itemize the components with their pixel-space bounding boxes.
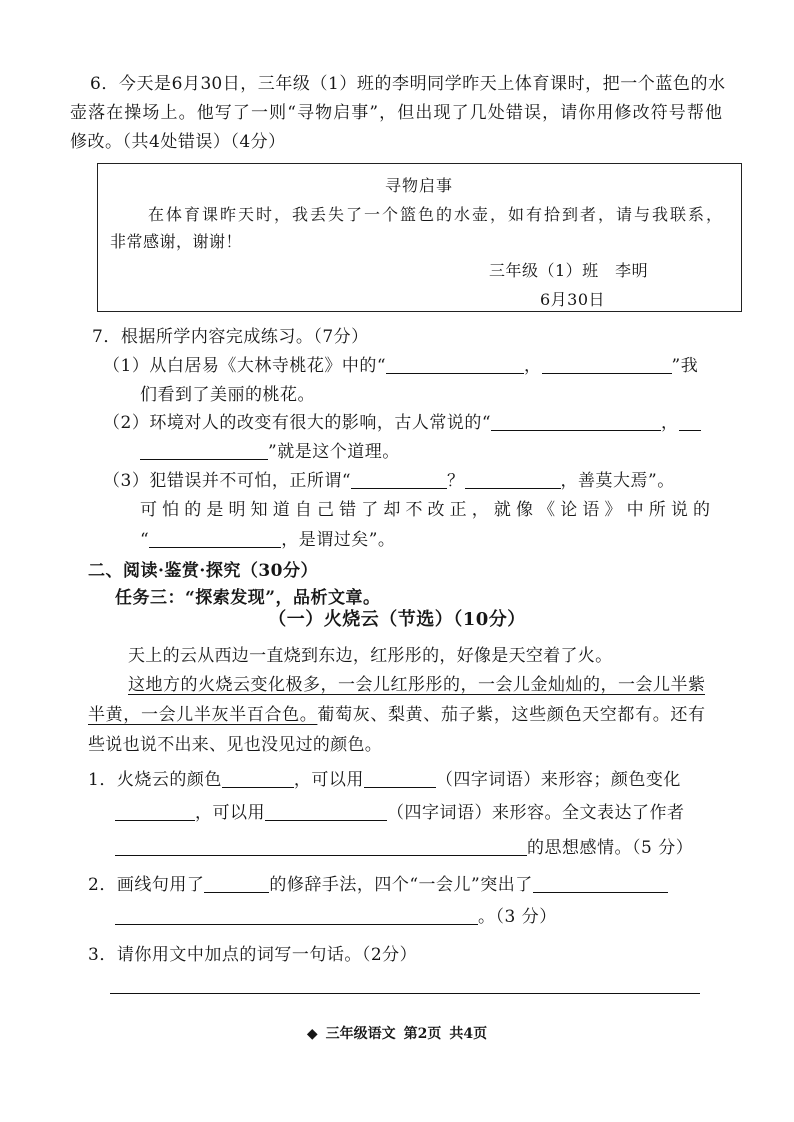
reading-q1-text-f: 的思想感情。（5 分） — [527, 838, 694, 858]
reading-q2-text-c: 。（3 分） — [478, 907, 557, 927]
q7-item-2-text-b: ， — [661, 413, 679, 433]
lost-item-notice — [97, 163, 742, 312]
q6-prompt-line-3: 修改。（共4处错误）（4分） — [70, 132, 286, 152]
footer-page-total: 共4页 — [449, 1026, 488, 1042]
answer-blank — [542, 372, 672, 374]
reading-q1-line-2 — [115, 801, 685, 825]
answer-blank — [491, 429, 661, 431]
answer-blank — [386, 372, 524, 374]
answer-blank — [115, 854, 527, 856]
answer-blank — [533, 891, 668, 893]
passage-paragraph-1: 天上的云从西边一直烧到东边，红彤彤的，好像是天空着了火。 — [128, 646, 613, 666]
reading-q1-text-d: ，可以用 — [195, 803, 265, 823]
notice-signature: 三年级（1）班 李明 — [489, 261, 649, 280]
section-2-heading: 二、阅读·鉴赏·探究（30分） — [88, 561, 318, 581]
q7-item-1-line-2: 们看到了美丽的桃花。 — [140, 385, 315, 405]
answer-blank — [364, 786, 436, 788]
passage-paragraph-2-line-1 — [128, 673, 705, 697]
q6-prompt-line-1: 6．今天是6月30日，三年级（1）班的李明同学昨天上体育课时，把一个蓝色的水 — [90, 74, 725, 94]
reading-q1-line-3 — [115, 836, 693, 860]
answer-blank — [265, 819, 387, 821]
answer-blank — [115, 923, 478, 925]
answer-blank — [679, 429, 701, 431]
answer-blank — [204, 891, 269, 893]
answer-line — [110, 993, 700, 994]
reading-q2-line-1 — [88, 873, 668, 897]
answer-blank — [115, 819, 195, 821]
q7-item-1-line-1 — [103, 354, 698, 378]
reading-q1-text-a: 1．火烧云的颜色 — [88, 770, 222, 790]
passage-title: （一）火烧云（节选）（10分） — [268, 609, 526, 630]
diamond-icon: ◆ — [306, 1026, 318, 1042]
notice-title: 寻物启事 — [384, 176, 453, 195]
q7-item-2-text-c: ”就是这个道理。 — [268, 442, 400, 462]
notice-body-line-1: 在体育课昨天时，我丢失了一个篮色的水壶，如有拾到者，请与我联系， — [148, 205, 722, 224]
underlined-sentence: 这地方的火烧云变化极多，一会儿红彤彤的，一会儿金灿灿的，一会儿半紫 — [128, 675, 705, 695]
footer-page-number: 第2页 — [403, 1026, 442, 1042]
q7-item-1-text-a: （1）从白居易《大林寺桃花》中的“ — [103, 356, 387, 376]
task-3-heading: 任务三：“探索发现”，品析文章。 — [115, 588, 381, 608]
reading-q2-line-2 — [115, 905, 557, 929]
answer-blank — [351, 487, 447, 489]
notice-body-line-2: 非常感谢，谢谢！ — [110, 232, 243, 251]
passage-paragraph-2-line-2 — [88, 703, 705, 727]
q7-item-3-text-a: （3）犯错误并不可怕，正所谓“ — [103, 471, 352, 491]
q7-item-3-text-e: “ — [140, 530, 150, 550]
reading-q3: 3．请你用文中加点的词写一句话。（2分） — [88, 945, 418, 965]
passage-text: 葡萄灰、梨黄、茄子紫，这些颜色天空都有。还有 — [317, 705, 706, 725]
q7-item-2-text-a: （2）环境对人的改变有很大的影响，古人常说的“ — [103, 413, 492, 433]
q7-item-2-line-2 — [140, 440, 400, 464]
notice-date: 6月30日 — [540, 290, 606, 309]
q7-item-2-line-1 — [103, 411, 701, 435]
answer-blank — [149, 546, 281, 548]
q7-item-3-line-1 — [103, 469, 675, 493]
reading-q1-text-c: （四字词语）来形容；颜色变化 — [435, 770, 681, 790]
q7-item-1-text-b: ， — [524, 356, 542, 376]
q7-item-3-text-c: ，善莫大焉”。 — [560, 471, 675, 491]
answer-blank — [465, 487, 561, 489]
q7-item-3-text-f: ，是谓过矣”。 — [281, 530, 396, 550]
reading-q1-text-b: ，可以用 — [293, 770, 364, 790]
reading-q2-text-b: 的修辞手法，四个“一会儿”突出了 — [269, 875, 533, 895]
q7-item-3-line-2: 可怕的是明知道自己错了却不改正，就像《论语》中所说的 — [140, 500, 710, 520]
q7-heading: 7．根据所学内容完成练习。（7分） — [92, 327, 369, 347]
underlined-sentence-end: 半黄，一会儿半灰半百合色。 — [88, 705, 318, 725]
reading-q1-line-1 — [88, 768, 681, 792]
q7-item-3-text-b: ？ — [447, 471, 465, 491]
reading-q1-text-e: （四字词语）来形容。全文表达了作者 — [387, 803, 685, 823]
q6-prompt-line-2: 壶落在操场上。他写了一则“寻物启事”，但出现了几处错误，请你用修改符号帮他 — [70, 103, 722, 123]
answer-blank — [222, 786, 294, 788]
q7-item-3-line-3 — [140, 528, 395, 552]
answer-blank — [140, 458, 268, 460]
footer-subject: 三年级语文 — [325, 1026, 396, 1042]
page-footer — [0, 1023, 794, 1045]
reading-q2-text-a: 2．画线句用了 — [88, 875, 205, 895]
passage-paragraph-2-line-3: 些说也说不出来、见也没见过的颜色。 — [88, 735, 383, 755]
q7-item-1-text-c: ”我 — [671, 356, 699, 376]
